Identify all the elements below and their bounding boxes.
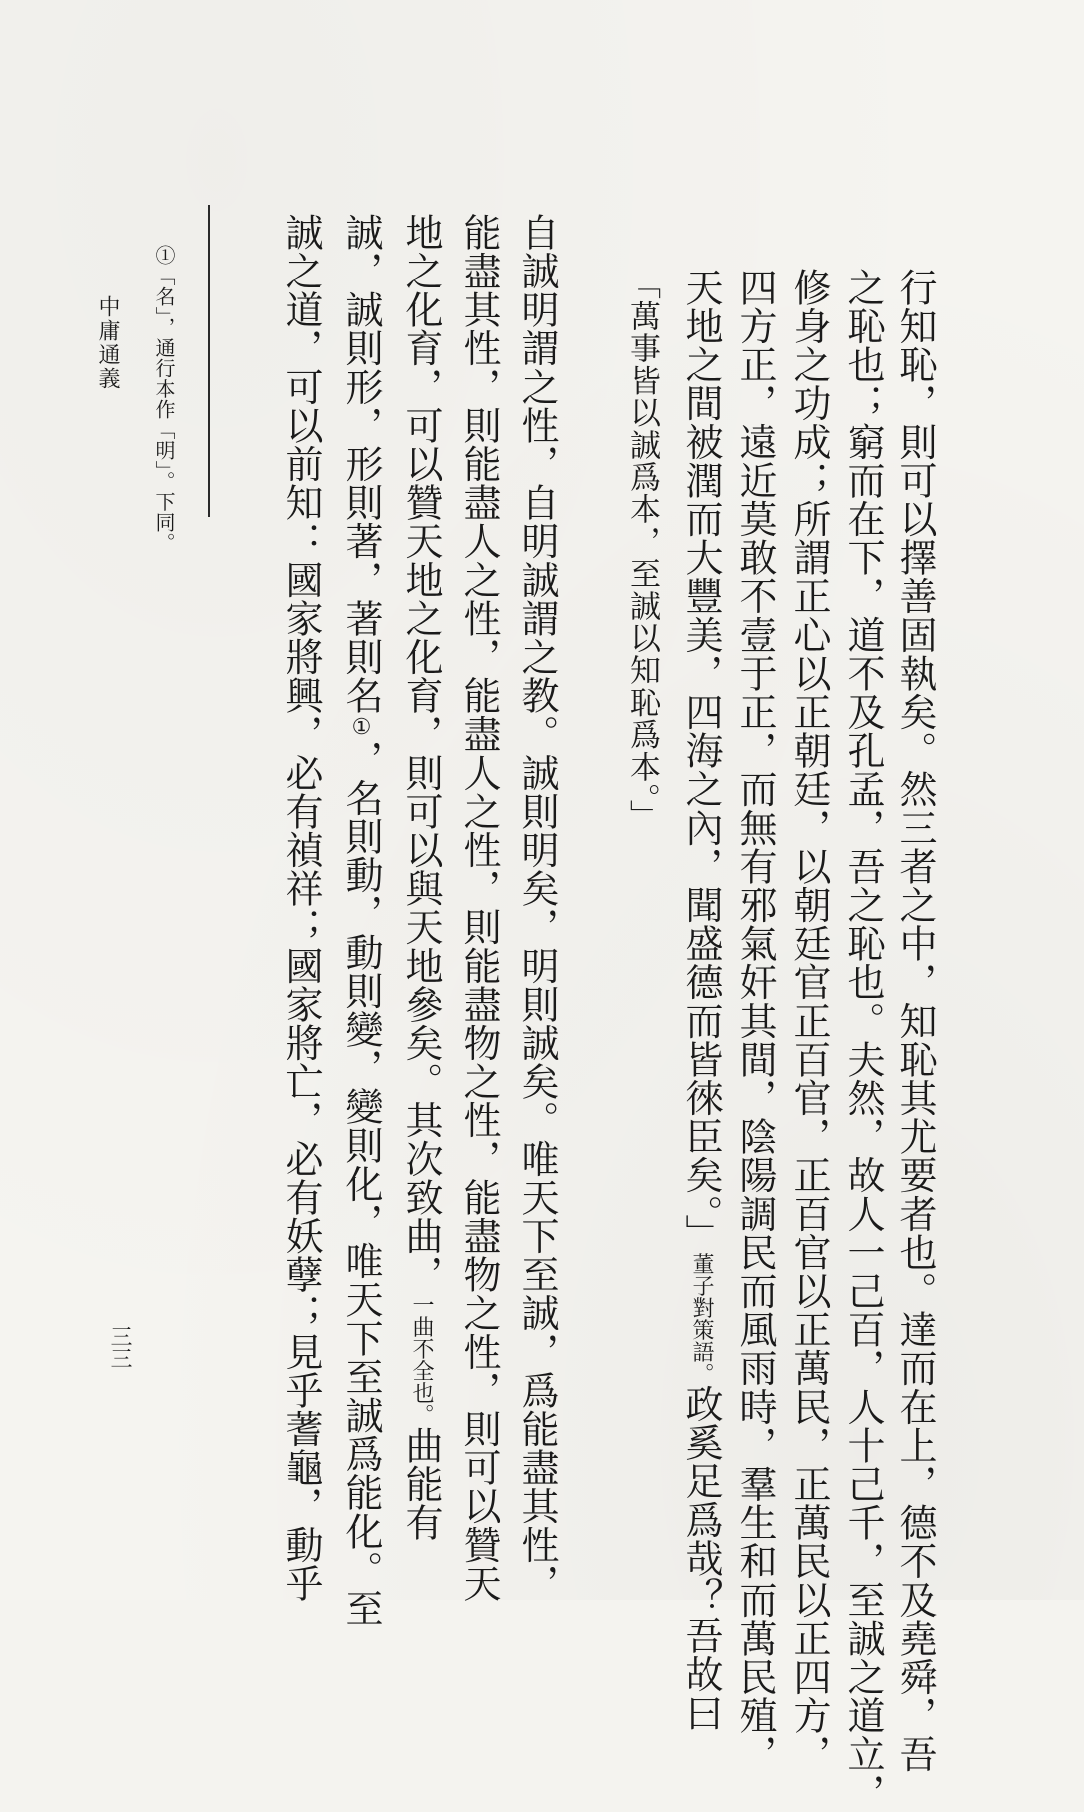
page-number: 三三 (107, 1325, 132, 1369)
text-column-8: 能盡其性，則能盡人之性，能盡人之性，則能盡物之性，能盡物之性，則可以贊天 (457, 213, 501, 1603)
text-column-5-tail: 政奚足爲哉？吾故曰 (679, 1384, 723, 1733)
text-column-11: 誠之道，可以前知：國家將興，必有禎祥；國家將亡，必有妖孽；見乎蓍龜，動乎 (279, 213, 323, 1603)
text-column-10 (339, 213, 383, 1628)
text-column-10-main: 誠，誠則形，形則著，著則名 (339, 213, 383, 715)
text-column-9-annotation: 一曲不全也。 (409, 1293, 434, 1426)
text-column-1: 行知恥，則可以擇善固執矣。然三者之中，知恥其尤要者也。達而在上，德不及堯舜，吾 (893, 268, 937, 1774)
text-column-9-main: 地之化育，可以贊天地之化育，則可以與天地參矣。其次致曲， (399, 213, 443, 1294)
text-column-3: 修身之功成；所謂正心以正朝廷，以朝廷官正百官，正百官以正萬民，正萬民以正四方， (787, 268, 831, 1774)
text-column-9 (399, 213, 443, 1542)
text-column-4: 四方正，遠近莫敢不壹于正，而無有邪氣奸其間，陰陽調民而風雨時，羣生和而萬民殖， (733, 268, 777, 1774)
text-column-2: 之恥也；窮而在下，道不及孔孟，吾之恥也。夫然，故人一己百，人十己千，至誠之道立， (841, 268, 885, 1812)
text-column-7: 自誠明謂之性，自明誠謂之教。誠則明矣，明則誠矣。唯天下至誠，爲能盡其性， (515, 213, 559, 1603)
footnote: ①「名」，通行本作「明」。下同。 (152, 245, 176, 553)
text-column-5-annotation: 董子對策語。 (689, 1252, 714, 1385)
running-title: 中庸通義 (95, 295, 120, 391)
footnote-marker: ① (349, 714, 374, 740)
footnote-divider (208, 205, 210, 517)
text-column-10-tail: ，名則動，動則變，變則化，唯天下至誠爲能化。至 (339, 739, 383, 1628)
text-column-5 (679, 268, 723, 1733)
text-column-6-quote: 「萬事皆以誠爲本，至誠以知恥爲本。」 (624, 268, 660, 833)
text-column-9-tail: 曲能有 (399, 1425, 443, 1542)
text-column-5-main: 天地之間被潤而大豐美，四海之內，聞盛德而皆徠臣矣。」 (679, 268, 723, 1253)
